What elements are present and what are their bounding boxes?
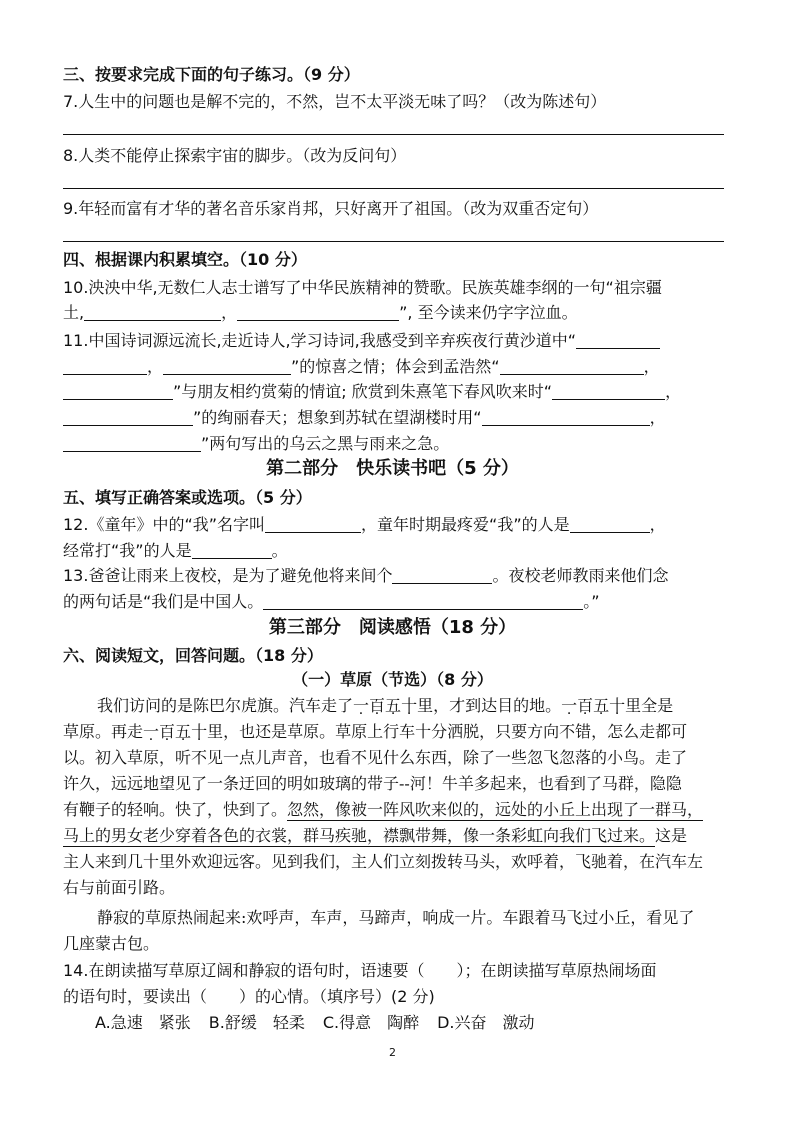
passage-p1-line-8: 右与前面引路。 [63, 878, 176, 897]
q11-text-1: 11.中国诗词源远流长,走近诗人,学习诗词,我感受到辛弃疾夜行黄沙道中“ [63, 331, 576, 350]
q12-text-2: ，童年时期最疼爱“我”的人是 [361, 515, 570, 534]
question-10-line-2 [63, 303, 578, 323]
passage-p2-line-2: 几座蒙古包。 [63, 934, 160, 953]
q13-blank-1[interactable] [392, 567, 492, 584]
question-14-line-1: 14.在朗读描写草原辽阔和静寂的语句时，语速要（ ）；在朗读描写草原热闹场面 [63, 961, 657, 980]
passage-p1-line-5 [63, 800, 703, 820]
emphasis-char: 五 [175, 722, 192, 741]
question-9: 9.年轻而富有才华的著名音乐家肖邦，只好离开了祖国。（改为双重否定句） [63, 199, 599, 218]
dotted-number-2 [561, 696, 625, 715]
q11-text-6: ， [665, 382, 682, 401]
passage-p2-line-1: 静寂的草原热闹起来:欢呼声，车声，马蹄声，响成一片。车跟着马飞过小丘，看见了 [97, 908, 695, 927]
question-11-line-4 [63, 408, 666, 428]
q11-blank-7[interactable] [63, 409, 193, 426]
q11-blank-9[interactable] [63, 435, 201, 452]
q11-blank-1[interactable] [576, 332, 660, 349]
passage-text: 里，才到达目的地。 [417, 696, 562, 715]
option-a[interactable]: A.急速 紧张 [95, 1013, 191, 1032]
answer-line-7[interactable] [63, 134, 724, 135]
question-11-line-3 [63, 382, 681, 402]
q11-text-7: ”的绚丽春天；想象到苏轼在望湖楼时用“ [193, 408, 482, 427]
q11-text-4: ， [643, 357, 660, 376]
q13-text-2: 。夜校老师教雨来他们念 [492, 566, 669, 585]
question-14-line-2: 的语句时，要读出（ ）的心情。（填序号）(2 分) [63, 987, 435, 1006]
part-2-heading: 第二部分 快乐读书吧（5 分） [266, 458, 519, 479]
q11-blank-2[interactable] [63, 358, 147, 375]
question-10-line-1: 10.泱泱中华,无数仁人志士谱写了中华民族精神的赞歌。民族英雄李纲的一句“祖宗疆 [63, 278, 662, 297]
passage-p1-line-1 [97, 696, 673, 716]
q10-blank-1[interactable] [84, 304, 221, 321]
passage-p1-line-7: 主人来到几十里外欢迎远客。见到我们，主人们立刻拨转马头，欢呼着，飞驰着，在汽车左 [63, 852, 704, 871]
emphasis-char: 一 [143, 722, 160, 741]
answer-line-8[interactable] [63, 188, 724, 189]
option-d[interactable]: D.兴奋 激动 [437, 1013, 535, 1032]
q10-blank-2[interactable] [237, 304, 399, 321]
passage-p1-line-2 [63, 722, 687, 742]
q11-text-3: ”的惊喜之情；体会到孟浩然“ [291, 357, 500, 376]
passage-text: 这是 [655, 826, 688, 845]
emphasis-char: 五 [593, 696, 610, 715]
q12-text-3: ， [649, 515, 666, 534]
question-13-line-1 [63, 566, 668, 586]
dotted-number-3 [143, 722, 207, 741]
q10-text-3: ”, 至今读来仍字字泣血。 [399, 303, 578, 322]
q11-blank-3[interactable] [163, 358, 291, 375]
q12-text-1: 12.《童年》中的“我”名字叫 [63, 515, 266, 534]
underlined-sentence: 马上的男女老少穿着各色的衣裳，群马疾驰，襟飘带舞，像一条彩虹向我们飞过来。 [63, 826, 656, 845]
q12-blank-1[interactable] [265, 516, 361, 533]
q10-text-1: 土, [63, 303, 85, 322]
emphasis-char: 一 [561, 696, 578, 715]
section-3-title: 三、按要求完成下面的句子练习。（9 分） [63, 65, 360, 84]
emphasis-char: 十 [609, 696, 626, 715]
q13-text-4: 。” [583, 592, 600, 611]
emphasis-char: 十 [401, 696, 418, 715]
underlined-sentence: 忽然，像被一阵风吹来似的，远处的小丘上出现了一群马， [287, 800, 704, 819]
question-13-line-2 [63, 592, 600, 612]
q10-text-2: ， [221, 303, 238, 322]
question-12-line-1 [63, 515, 666, 535]
q12-blank-2[interactable] [570, 516, 650, 533]
q11-blank-6[interactable] [552, 383, 665, 400]
q13-text-3: 的两句话是“我们是中国人。 [63, 592, 264, 611]
q11-blank-5[interactable] [63, 383, 173, 400]
question-7: 7.人生中的问题也是解不完的，不然，岂不太平淡无味了吗？（改为陈述句） [63, 92, 607, 111]
passage-p1-line-4: 许久，远远地望见了一条迂回的明如玻璃的带子--河！牛羊多起来，也看到了马群，隐隐 [63, 774, 682, 793]
q11-blank-8[interactable] [482, 409, 650, 426]
option-c[interactable]: C.得意 陶醉 [322, 1013, 420, 1032]
question-8: 8.人类不能停止探索宇宙的脚步。（改为反问句） [63, 146, 407, 165]
q11-text-9: ”两句写出的乌云之黑与雨来之急。 [201, 434, 450, 453]
passage-text: 草原。再走 [63, 722, 144, 741]
section-5-title: 五、填写正确答案或选项。（5 分） [63, 488, 312, 507]
emphasis-char: 百 [159, 722, 176, 741]
part-3-heading: 第三部分 阅读感悟（18 分） [268, 617, 517, 638]
q12-text-4: 经常打“我”的人是 [63, 541, 192, 560]
question-11-line-5 [63, 434, 449, 454]
passage-text: 里，也还是草原。草原上行车十分洒脱，只要方向不错，怎么走都可 [207, 722, 688, 741]
passage-text: 有鞭子的轻响。快了，快到了。 [63, 800, 288, 819]
answer-line-9[interactable] [63, 241, 724, 242]
page-number: 2 [389, 1046, 396, 1059]
emphasis-char: 百 [577, 696, 594, 715]
q11-blank-4[interactable] [500, 358, 644, 375]
option-b[interactable]: B.舒缓 轻柔 [208, 1013, 305, 1032]
question-11-line-2 [63, 357, 660, 377]
emphasis-char: 百 [369, 696, 386, 715]
question-14-options [95, 1013, 535, 1033]
dotted-number-1 [353, 696, 417, 715]
q12-text-5: 。 [271, 541, 288, 560]
emphasis-char: 一 [353, 696, 370, 715]
passage-text: 我们访问的是陈巴尔虎旗。汽车走了 [97, 696, 354, 715]
q11-text-2: ， [147, 357, 164, 376]
question-12-line-2 [63, 541, 288, 561]
q11-text-8: ， [649, 408, 666, 427]
emphasis-char: 五 [385, 696, 402, 715]
passage-text: 里全是 [625, 696, 674, 715]
q12-blank-3[interactable] [192, 542, 272, 559]
q13-text-1: 13.爸爸让雨来上夜校，是为了避免他将来间个 [63, 566, 393, 585]
q13-blank-2[interactable] [263, 593, 583, 610]
passage-title: （一）草原（节选）（8 分） [292, 670, 493, 689]
question-11-line-1 [63, 331, 660, 351]
emphasis-char: 十 [191, 722, 208, 741]
passage-p1-line-3: 以。初入草原，听不见一点儿声音，也看不见什么东西，除了一些忽飞忽落的小鸟。走了 [63, 748, 688, 767]
q11-text-5: ”与朋友相约赏菊的情谊; 欣赏到朱熹笔下春风吹来时“ [173, 382, 553, 401]
section-6-title: 六、阅读短文，回答问题。（18 分） [63, 646, 323, 665]
passage-p1-line-6 [63, 826, 687, 846]
section-4-title: 四、根据课内积累填空。（10 分） [63, 250, 307, 269]
